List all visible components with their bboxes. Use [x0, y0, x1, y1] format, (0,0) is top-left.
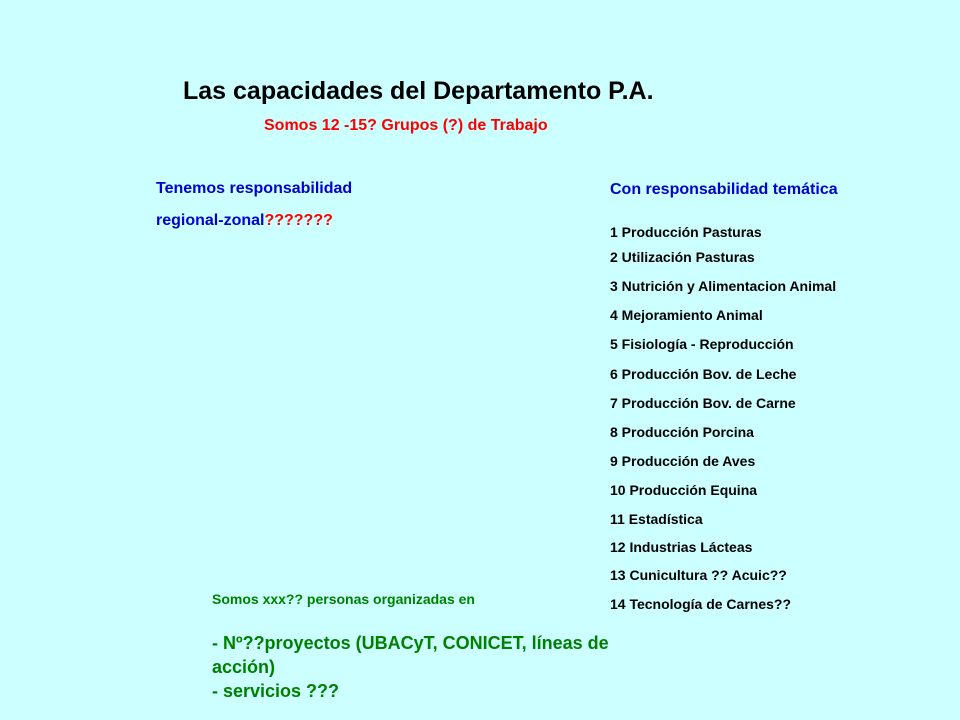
regional-responsibility-line-1: Tenemos responsabilidad — [156, 180, 353, 197]
topic-item: 11 Estadística — [610, 511, 703, 527]
thematic-responsibility-heading: Con responsabilidad temática — [610, 181, 838, 198]
topic-item: 13 Cunicultura ?? Acuic?? — [610, 567, 787, 583]
topic-item: 14 Tecnología de Carnes?? — [610, 596, 792, 612]
services-line: - servicios ??? — [212, 681, 340, 701]
regional-zonal-text: regional-zonal — [156, 212, 265, 229]
topic-item: 4 Mejoramiento Animal — [610, 307, 763, 323]
topic-item: 12 Industrias Lácteas — [610, 539, 753, 555]
regional-responsibility-line-2 — [156, 205, 352, 237]
topic-item: 10 Producción Equina — [610, 482, 758, 498]
topic-item: 8 Producción Porcina — [610, 424, 754, 440]
regional-zonal-question-marks: ??????? — [264, 212, 333, 229]
regional-responsibility-block — [156, 173, 352, 237]
topic-item: 2 Utilización Pasturas — [610, 249, 755, 265]
people-organization-text: Somos xxx?? personas organizadas en — [212, 591, 475, 607]
topic-item: 1 Producción Pasturas — [610, 224, 762, 240]
topic-item: 9 Producción de Aves — [610, 453, 756, 469]
projects-line: - Nº??proyectos (UBACyT, CONICET, líneas de acción) — [212, 633, 609, 677]
topic-item: 3 Nutrición y Alimentacion Animal — [610, 278, 837, 294]
projects-services-block — [212, 631, 632, 703]
slide-subtitle: Somos 12 -15? Grupos (?) de Trabajo — [264, 117, 548, 134]
slide-title: Las capacidades del Departamento P.A. — [183, 77, 654, 105]
topic-item: 5 Fisiología - Reproducción — [610, 336, 794, 352]
topic-item: 7 Producción Bov. de Carne — [610, 395, 796, 411]
topic-item: 6 Producción Bov. de Leche — [610, 366, 797, 382]
